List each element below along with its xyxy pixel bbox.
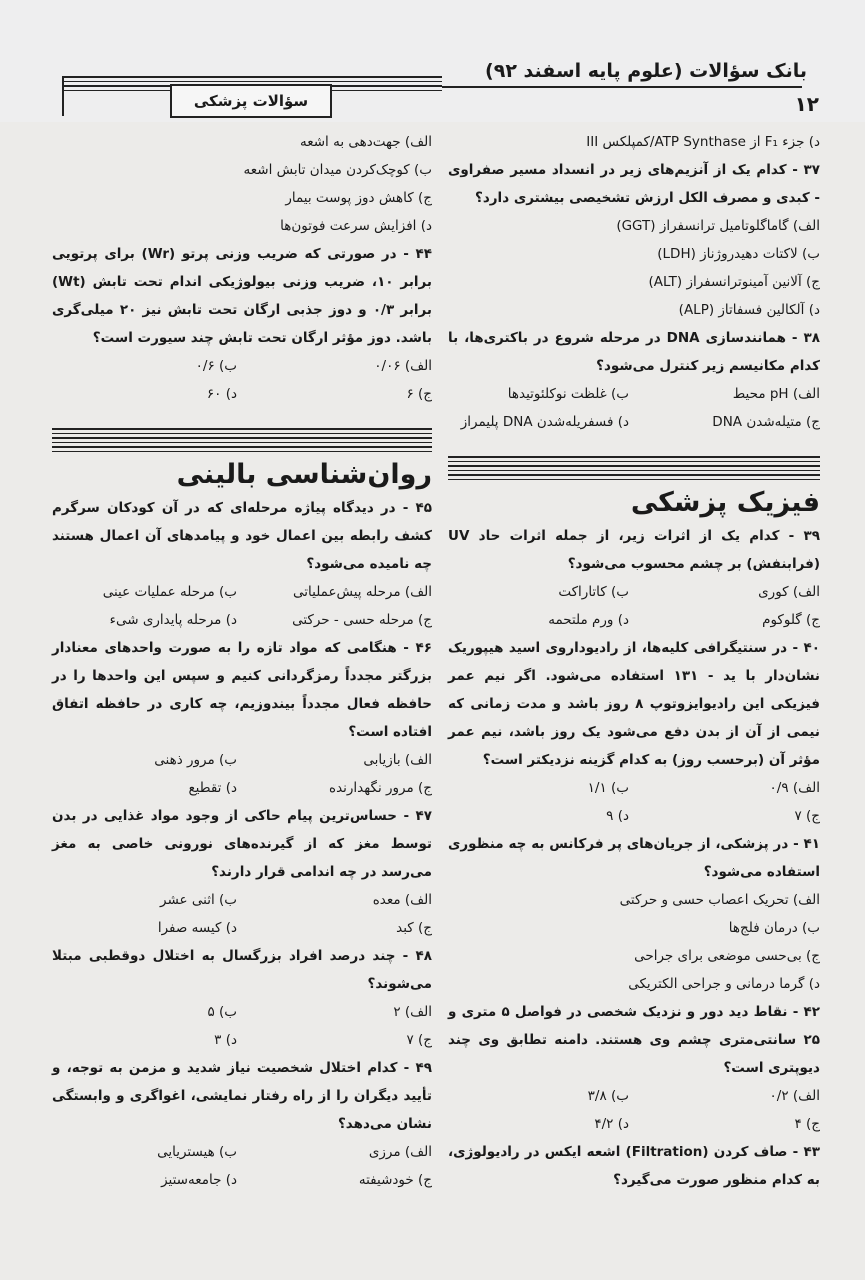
q44-option-c: ج) ۶ xyxy=(406,386,432,402)
q44-option-a: الف) ۰/۰۶ xyxy=(374,358,432,374)
question-37: ۳۷ - کدام یک از آنزیم‌های زیر در انسداد مسیر صفراوی - کبدی و مصرف الکل ارزش تشخیصی بیشتری دارد؟ xyxy=(448,162,820,206)
section-rule xyxy=(448,456,820,480)
q39-option-d: د) ورم ملتحمه xyxy=(548,612,629,628)
q43-option-d: د) افزایش سرعت فوتون‌ها xyxy=(280,218,432,234)
q39-options xyxy=(448,578,820,634)
q36-option-d: د) جزء F₁ از ATP Synthase/کمپلکس III xyxy=(586,134,820,150)
q44-option-b: ب) ۰/۶ xyxy=(195,358,237,374)
q40-option-c: ج) ۷ xyxy=(794,808,820,824)
q42-option-d: د) ۴/۲ xyxy=(594,1116,629,1132)
q48-options xyxy=(52,998,432,1054)
q39-option-a: الف) کوری xyxy=(758,584,820,600)
left-column xyxy=(52,128,432,1194)
q45-option-c: ج) مرحله حسی - حرکتی xyxy=(292,612,432,628)
q41-option-c: ج) بی‌حسی موضعی برای جراحی xyxy=(634,948,820,964)
q41-option-a: الف) تحریک اعصاب حسی و حرکتی xyxy=(619,892,820,908)
section-title-psychology: روان‌شناسی بالینی xyxy=(176,459,432,490)
q47-option-b: ب) اثنی عشر xyxy=(160,892,237,908)
question-40: ۴۰ - در سنتیگرافی کلیه‌ها، از رادیوداروی اسید هیپوریک نشان‌دار با ید - ۱۳۱ استفاده می‌شود. اگر نیم عمر فیزیکی این رادیوایزوتوپ ۸ روز باشد و مدت زمانی که نیمی از آن از بدن دفع می‌شود یک روز باشد، نیم عمر مؤثر آن (برحسب روز) به کدام گزینه نزدیکتر است؟ xyxy=(448,640,821,768)
q42-option-b: ب) ۳/۸ xyxy=(587,1088,629,1104)
question-42: ۴۲ - نقاط دید دور و نزدیک شخصی در فواصل ۵ متری و ۲۵ سانتی‌متری چشم وی هستند. دامنه تطابق وی چند دیوپتری است؟ xyxy=(448,1004,820,1076)
question-41: ۴۱ - در پزشکی، از جریان‌های پر فرکانس به چه منظوری استفاده می‌شود؟ xyxy=(448,836,820,880)
q44-options xyxy=(52,352,432,408)
q45-option-b: ب) مرحله عملیات عینی xyxy=(102,584,237,600)
q39-option-b: ب) کاتاراکت xyxy=(558,584,629,600)
q46-option-b: ب) مرور ذهنی xyxy=(154,752,237,768)
q47-options xyxy=(52,886,432,942)
q43-option-c: ج) کاهش دوز پوست بیمار xyxy=(285,190,432,206)
q42-option-a: الف) ۰/۲ xyxy=(769,1088,820,1104)
question-45: ۴۵ - در دیدگاه پیاژه مرحله‌ای که در آن کودکان سرگرم کشف رابطه بین اعمال خود و پیامدهای آن اعمال هستند چه نامیده می‌شود؟ xyxy=(52,500,432,572)
q40-option-d: د) ۹ xyxy=(606,808,629,824)
q47-option-c: ج) کبد xyxy=(396,920,432,936)
q41-option-b: ب) درمان فلج‌ها xyxy=(728,920,820,936)
q41-option-d: د) گرما درمانی و جراحی الکتریکی xyxy=(628,976,820,992)
q48-option-a: الف) ۲ xyxy=(393,1004,432,1020)
q44-option-d: د) ۶۰ xyxy=(206,386,237,402)
q38-option-c: ج) متیله‌شدن DNA xyxy=(712,414,820,430)
q49-option-a: الف) مرزی xyxy=(368,1144,432,1160)
q48-option-d: د) ۳ xyxy=(214,1032,237,1048)
q49-options xyxy=(52,1138,432,1194)
q38-option-b: ب) غلظت نوکلئوتیدها xyxy=(507,386,629,402)
question-44: ۴۴ - در صورتی که ضریب وزنی پرتو (Wr) برای پرتویی برابر ۱۰، ضریب وزنی بیولوژیکی اندام تحت تابش (Wt) برابر ۰/۳ و دوز جذبی ارگان تحت تابش نیز ۲۰ میلی‌گری باشد. دوز مؤثر ارگان تحت تابش چند سیورت است؟ xyxy=(52,246,433,346)
q49-option-b: ب) هیستریایی xyxy=(157,1144,237,1160)
q42-option-c: ج) ۴ xyxy=(794,1116,820,1132)
page-number: ۱۲ xyxy=(794,92,819,116)
q45-option-a: الف) مرحله پیش‌عملیاتی xyxy=(293,584,432,600)
question-38: ۳۸ - همانندسازی DNA در مرحله شروع در باکتری‌ها، با کدام مکانیسم زیر کنترل می‌شود؟ xyxy=(448,330,820,374)
q46-option-a: الف) بازیابی xyxy=(363,752,432,768)
q39-option-c: ج) گلوکوم xyxy=(762,612,820,628)
q37-option-b: ب) لاکتات دهیدروژناز (LDH) xyxy=(657,246,820,262)
question-46: ۴۶ - هنگامی که مواد تازه را به صورت واحدهای معنادار بزرگتر مجدداً رمزگردانی کنیم و سپس این واحدها را در حافظه فعال مجدداً بیندوزیم، چه کاری در حافظه اتفاق افتاده است؟ xyxy=(52,640,432,740)
q46-options xyxy=(52,746,432,802)
q45-option-d: د) مرحله پایداری شیء xyxy=(109,612,237,628)
q43-option-b: ب) کوچک‌کردن میدان تابش اشعه xyxy=(243,162,432,178)
section-title-physics: فیزیک پزشکی xyxy=(630,487,820,518)
q47-option-d: د) کیسه صفرا xyxy=(157,920,237,936)
q47-option-a: الف) معده xyxy=(372,892,432,908)
question-49: ۴۹ - کدام اختلال شخصیت نیاز شدید و مزمن به توجه، و تأیید دیگران را از راه رفتار نمایشی، اغواگری و وابستگی نشان می‌دهد؟ xyxy=(52,1060,432,1132)
section-physics-header xyxy=(448,456,820,522)
header-rule-vertical xyxy=(62,76,64,116)
q37-option-a: الف) گاماگلوتامیل ترانسفراز (GGT) xyxy=(616,218,820,234)
q38-option-d: د) فسفریله‌شدن DNA پلیمراز xyxy=(460,414,629,430)
q38-option-a: الف) pH محیط xyxy=(732,386,820,402)
section-rule xyxy=(52,428,432,452)
q37-option-c: ج) آلانین آمینوترانسفراز (ALT) xyxy=(648,274,820,290)
q49-option-d: د) جامعه‌ستیز xyxy=(161,1172,237,1188)
q45-options xyxy=(52,578,432,634)
q48-option-b: ب) ۵ xyxy=(207,1004,237,1020)
q43-option-a: الف) جهت‌دهی به اشعه xyxy=(300,134,432,150)
header-rule-right xyxy=(442,86,802,91)
q37-option-d: د) آلکالین فسفاتاز (ALP) xyxy=(678,302,820,318)
question-48: ۴۸ - چند درصد افراد بزرگسال به اختلال دوقطبی مبتلا می‌شوند؟ xyxy=(52,948,432,992)
question-43: ۴۳ - صاف کردن (Filtration) اشعه ایکس در رادیولوژی، به کدام منظور صورت می‌گیرد؟ xyxy=(448,1144,820,1188)
question-39: ۳۹ - کدام یک از اثرات زیر، از جمله اثرات حاد UV (فرابنفش) بر چشم محسوب می‌شود؟ xyxy=(448,528,820,572)
q46-option-c: ج) مرور نگهدارنده xyxy=(329,780,432,796)
right-column xyxy=(448,128,820,1194)
q40-option-a: الف) ۰/۹ xyxy=(769,780,820,796)
q46-option-d: د) تقطیع xyxy=(188,780,237,796)
q40-options xyxy=(448,774,820,830)
section-psychology-header xyxy=(52,428,432,494)
q40-option-b: ب) ۱/۱ xyxy=(587,780,629,796)
q49-option-c: ج) خودشیفته xyxy=(358,1172,432,1188)
section-tab: سؤالات پزشکی xyxy=(170,84,332,118)
running-title: بانک سؤالات (علوم پایه اسفند ۹۲) xyxy=(485,60,807,82)
q42-options xyxy=(448,1082,820,1138)
q38-options xyxy=(448,380,820,436)
question-47: ۴۷ - حساس‌ترین پیام حاکی از وجود مواد غذایی در بدن توسط مغز که از گیرنده‌های نورونی خاصی به مغز می‌رسد در چه اندامی قرار دارند؟ xyxy=(52,808,432,880)
q48-option-c: ج) ۷ xyxy=(406,1032,432,1048)
